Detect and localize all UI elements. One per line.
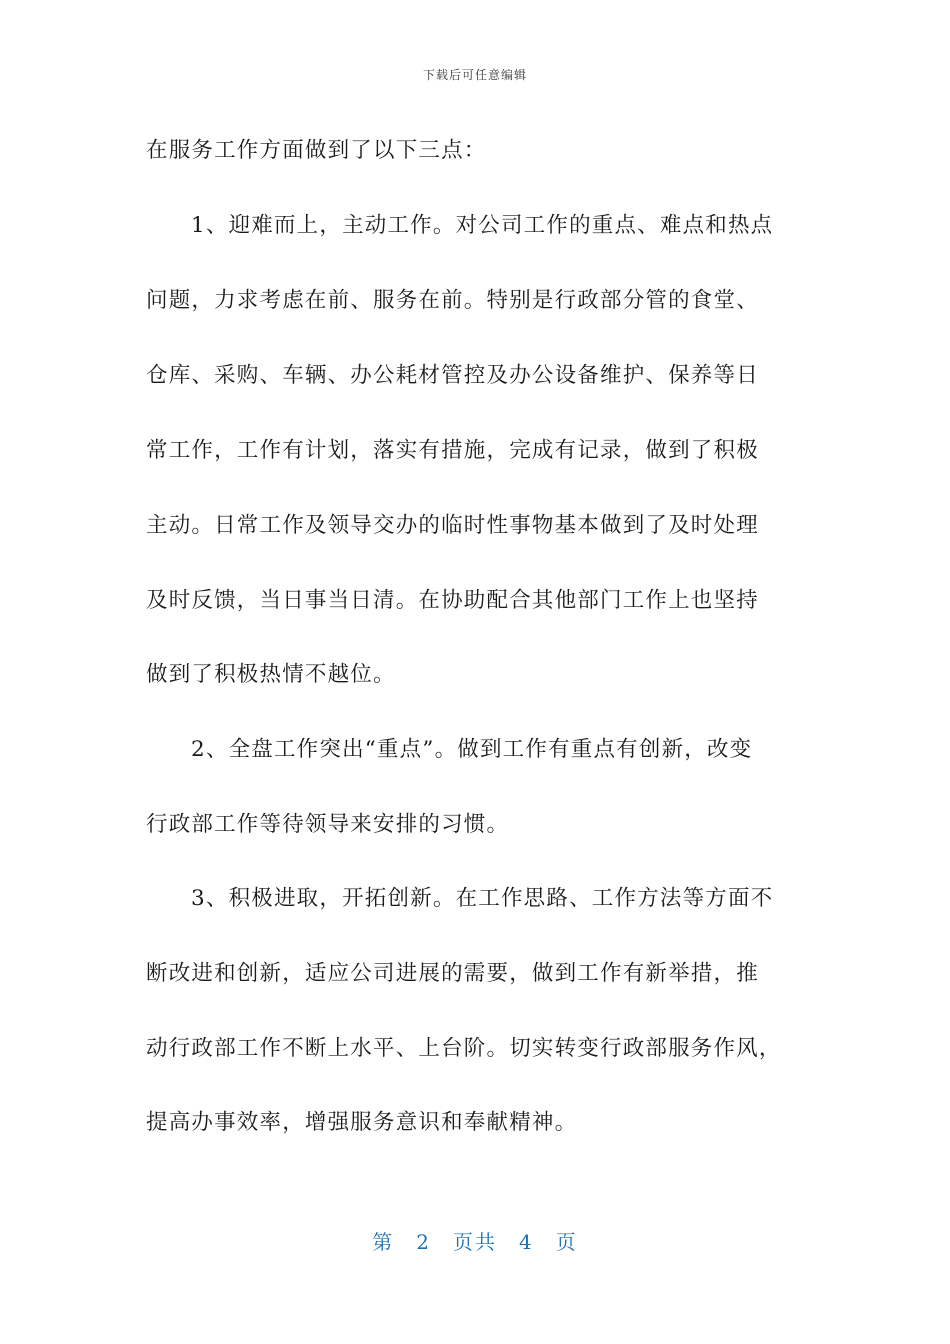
text-line: 2、全盘工作突出“重点”。做到工作有重点有创新，改变 xyxy=(191,737,753,762)
page-prefix: 第 xyxy=(372,1230,395,1254)
text-line: 动行政部工作不断上水平、上台阶。切实转变行政部服务作风， xyxy=(146,1036,782,1061)
text-line: 主动。日常工作及领导交办的临时性事物基本做到了及时处理 xyxy=(146,513,759,538)
text-line: 断改进和创新，适应公司进展的需要，做到工作有新举措，推 xyxy=(146,961,759,986)
text-line: 提高办事效率，增强服务意识和奉献精神。 xyxy=(146,1110,578,1135)
text-line: 1、迎难而上，主动工作。对公司工作的重点、难点和热点 xyxy=(191,213,774,238)
text-line: 仓库、采购、车辆、办公耗材管控及办公设备维护、保养等日 xyxy=(146,363,759,388)
header-note: 下载后可任意编辑 xyxy=(422,68,527,82)
page-mid: 页共 xyxy=(453,1230,497,1254)
text-line: 3、积极进取，开拓创新。在工作思路、工作方法等方面不 xyxy=(191,886,774,911)
current-page-number: 2 xyxy=(416,1230,431,1254)
text-line: 行政部工作等待领导来安排的习惯。 xyxy=(146,812,510,837)
text-line: 做到了积极热情不越位。 xyxy=(146,662,396,687)
total-pages-number: 4 xyxy=(519,1230,534,1254)
text-line: 常工作，工作有计划，落实有措施，完成有记录，做到了积极 xyxy=(146,438,759,463)
page-number-footer xyxy=(0,1226,950,1255)
page-suffix: 页 xyxy=(555,1230,578,1254)
text-line: 及时反馈，当日事当日清。在协助配合其他部门工作上也坚持 xyxy=(146,588,759,613)
text-line: 在服务工作方面做到了以下三点： xyxy=(146,138,487,163)
text-line: 问题，力求考虑在前、服务在前。特别是行政部分管的食堂、 xyxy=(146,288,759,313)
